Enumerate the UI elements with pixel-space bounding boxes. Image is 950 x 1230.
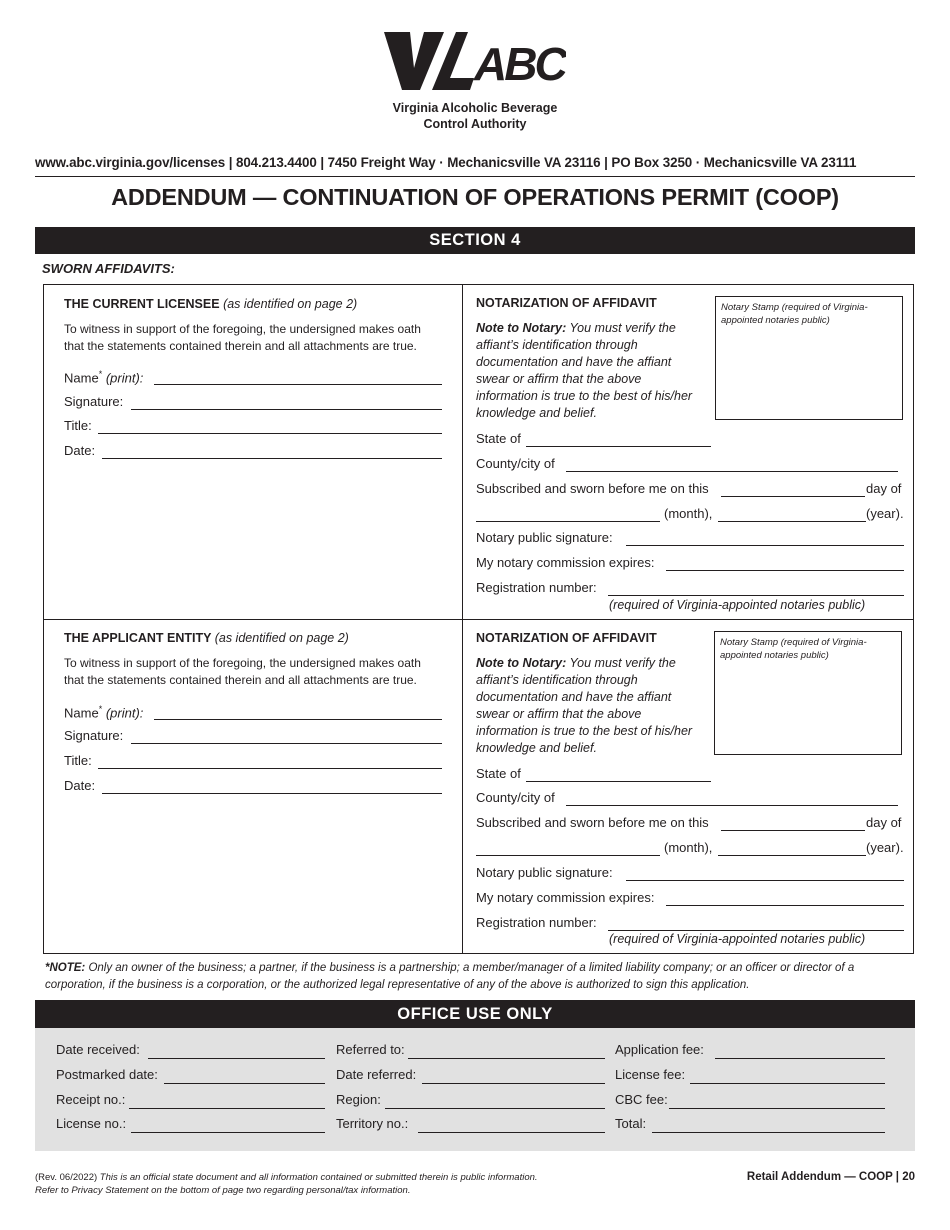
office-cbc-fee-label: CBC fee:: [615, 1092, 668, 1107]
licensee-oath: To witness in support of the foregoing, the undersigned makes oath that the statements contained therein and all attachments are true.: [64, 322, 421, 353]
notary-commission-field-1[interactable]: [666, 570, 904, 571]
office-region-label: Region:: [336, 1092, 381, 1107]
contact-line: www.abc.virginia.gov/licenses | 804.213.4400 | 7450 Freight Way · Mechanicsville VA 23116 | PO Box 3250 · Mechanicsville VA 23111: [35, 155, 857, 170]
footnote-bold: *NOTE:: [45, 962, 86, 974]
notary-note-text-2: You must verify the affiant’s identification through documentation and have the affiant swear or affirm that the above information is true to the best of his/her knowledge and belief.: [476, 656, 693, 755]
applicant-date-field[interactable]: [102, 793, 442, 794]
applicant-oath: To witness in support of the foregoing, the undersigned makes oath that the statements contained therein and all attachments are true.: [64, 656, 421, 687]
office-date-referred-label: Date referred:: [336, 1067, 417, 1082]
office-referred-to-label: Referred to:: [336, 1042, 405, 1057]
notary-commission-label-2: My notary commission expires:: [476, 890, 655, 905]
notary-note-2: [476, 655, 701, 757]
notary-note-bold-2: Note to Notary:: [476, 656, 567, 670]
notary-day-field-1[interactable]: [721, 496, 865, 497]
notary-day-field-2[interactable]: [721, 830, 865, 831]
applicant-name-text: Name: [64, 705, 99, 721]
notary-month-label-1: (month),: [664, 506, 713, 521]
notary-note-text-1: You must verify the affiant’s identification through documentation and have the affiant swear or affirm that the above information is true to the best of his/her knowledge and belief.: [476, 321, 693, 420]
notary-required-note-2: (required of Virginia-appointed notaries public): [609, 932, 866, 946]
notary-year-label-1: (year).: [866, 506, 904, 521]
applicant-name-star: *: [98, 704, 103, 714]
notary-state-field-1[interactable]: [526, 446, 711, 447]
licensee-name-star: *: [98, 369, 103, 379]
office-total-field[interactable]: [652, 1132, 885, 1133]
notary-stamp-box-2: Notary Stamp (required of Virginia-appointed notaries public): [714, 631, 902, 755]
office-receipt-label: Receipt no.:: [56, 1092, 126, 1107]
licensee-signature-field[interactable]: [131, 409, 442, 410]
office-receipt-field[interactable]: [129, 1108, 325, 1109]
org-name: [0, 100, 950, 132]
licensee-date-field[interactable]: [102, 458, 442, 459]
applicant-name-field[interactable]: [154, 719, 442, 720]
footer-disclaimer-1: This is an official state document and all information contained or submitted therein is public information.: [99, 1172, 538, 1183]
licensee-name-text: Name: [64, 370, 99, 386]
notary-commission-field-2[interactable]: [666, 905, 904, 906]
notary-month-field-1[interactable]: [476, 521, 660, 522]
notary-note-bold-1: Note to Notary:: [476, 321, 567, 335]
notary-state-label-1: State of: [476, 431, 521, 446]
notary-signature-label-1: Notary public signature:: [476, 530, 613, 545]
office-license-no-field[interactable]: [131, 1132, 325, 1133]
signature-footnote: [45, 960, 905, 994]
notary-registration-field-2[interactable]: [608, 930, 904, 931]
applicant-heading-text: THE APPLICANT ENTITY: [64, 631, 212, 645]
org-name-line1: Virginia Alcoholic Beverage: [392, 101, 558, 115]
notary-year-field-2[interactable]: [718, 855, 866, 856]
footer-disclaimer-2: Refer to Privacy Statement on the bottom of page two regarding personal/tax information.: [35, 1185, 411, 1196]
licensee-date-label: Date:: [64, 443, 96, 458]
licensee-heading: [64, 297, 357, 311]
notary-commission-label-1: My notary commission expires:: [476, 555, 655, 570]
notary-signature-label-2: Notary public signature:: [476, 865, 613, 880]
office-license-fee-label: License fee:: [615, 1067, 686, 1082]
header-rule: [35, 176, 915, 177]
notary-registration-label-2: Registration number:: [476, 915, 597, 930]
applicant-name-label: [64, 704, 143, 720]
office-application-fee-label: Application fee:: [615, 1042, 704, 1057]
notary-subscribed-label-2: Subscribed and sworn before me on this: [476, 815, 709, 830]
section-bar: SECTION 4: [35, 227, 915, 254]
notary-heading-2: NOTARIZATION OF AFFIDAVIT: [476, 631, 657, 645]
licensee-signature-label: Signature:: [64, 394, 124, 409]
svg-text:ABC: ABC: [474, 38, 565, 90]
notary-county-label-2: County/city of: [476, 790, 555, 805]
footnote-text: Only an owner of the business; a partner, if the business is a partnership; a member/manager of a limited liability company; or an officer or director of a corporation, if the business is a corporation, or the authorized legal representative of any of the above is authorized to sign this application.: [45, 962, 855, 991]
notary-state-label-2: State of: [476, 766, 521, 781]
office-region-field[interactable]: [385, 1108, 605, 1109]
footer-disclaimer: [35, 1171, 538, 1197]
notary-month-field-2[interactable]: [476, 855, 660, 856]
applicant-title-field[interactable]: [98, 768, 442, 769]
office-postmarked-label: Postmarked date:: [56, 1067, 158, 1082]
notary-year-field-1[interactable]: [718, 521, 866, 522]
licensee-name-print: (print):: [105, 370, 144, 386]
licensee-title-label: Title:: [64, 418, 92, 433]
notary-registration-label-1: Registration number:: [476, 580, 597, 595]
org-name-line2: Control Authority: [423, 117, 527, 131]
licensee-heading-note: (as identified on page 2): [223, 297, 358, 311]
footer-page-label: Retail Addendum — COOP | 20: [746, 1171, 915, 1183]
office-referred-to-field[interactable]: [408, 1058, 605, 1059]
applicant-title-label: Title:: [64, 753, 92, 768]
licensee-heading-text: THE CURRENT LICENSEE: [64, 297, 220, 311]
notary-registration-field-1[interactable]: [608, 595, 904, 596]
notary-required-note-1: (required of Virginia-appointed notaries public): [609, 598, 866, 612]
office-territory-label: Territory no.:: [336, 1116, 409, 1131]
applicant-heading-note: (as identified on page 2): [214, 631, 349, 645]
office-date-received-label: Date received:: [56, 1042, 140, 1057]
notary-signature-field-1[interactable]: [626, 545, 904, 546]
notary-month-label-2: (month),: [664, 840, 713, 855]
notary-day-of-2: day of: [866, 815, 902, 830]
notary-note-1: [476, 320, 701, 422]
office-application-fee-field[interactable]: [715, 1058, 885, 1059]
notary-stamp-box-1: Notary Stamp (required of Virginia-appointed notaries public): [715, 296, 903, 420]
licensee-title-field[interactable]: [98, 433, 442, 434]
office-date-received-field[interactable]: [148, 1058, 325, 1059]
page-title: ADDENDUM — CONTINUATION OF OPERATIONS PERMIT (COOP): [111, 184, 839, 210]
notary-state-field-2[interactable]: [526, 781, 711, 782]
notary-subscribed-label-1: Subscribed and sworn before me on this: [476, 481, 709, 496]
office-cbc-fee-field[interactable]: [669, 1108, 885, 1109]
notary-day-of-1: day of: [866, 481, 902, 496]
grid-divider-horizontal: [43, 619, 914, 620]
applicant-heading: [64, 631, 349, 645]
office-territory-field[interactable]: [418, 1132, 605, 1133]
applicant-signature-field[interactable]: [131, 743, 442, 744]
notary-county-label-1: County/city of: [476, 456, 555, 471]
office-postmarked-field[interactable]: [164, 1083, 325, 1084]
notary-county-field-2[interactable]: [566, 805, 898, 806]
licensee-name-label: [64, 369, 143, 385]
office-total-label: Total:: [615, 1116, 647, 1131]
office-date-referred-field[interactable]: [422, 1083, 605, 1084]
sworn-affidavits-label: SWORN AFFIDAVITS:: [42, 261, 175, 276]
office-license-no-label: License no.:: [56, 1116, 127, 1131]
office-use-bar: OFFICE USE ONLY: [35, 1000, 915, 1028]
applicant-name-print: (print):: [105, 705, 144, 721]
notary-county-field-1[interactable]: [566, 471, 898, 472]
notary-heading-1: NOTARIZATION OF AFFIDAVIT: [476, 296, 657, 310]
office-license-fee-field[interactable]: [690, 1083, 885, 1084]
licensee-name-field[interactable]: [154, 384, 442, 385]
applicant-date-label: Date:: [64, 778, 96, 793]
notary-year-label-2: (year).: [866, 840, 904, 855]
footer-rev: (Rev. 06/2022): [35, 1172, 98, 1183]
va-abc-logo: [384, 28, 566, 94]
notary-signature-field-2[interactable]: [626, 880, 904, 881]
applicant-signature-label: Signature:: [64, 728, 124, 743]
